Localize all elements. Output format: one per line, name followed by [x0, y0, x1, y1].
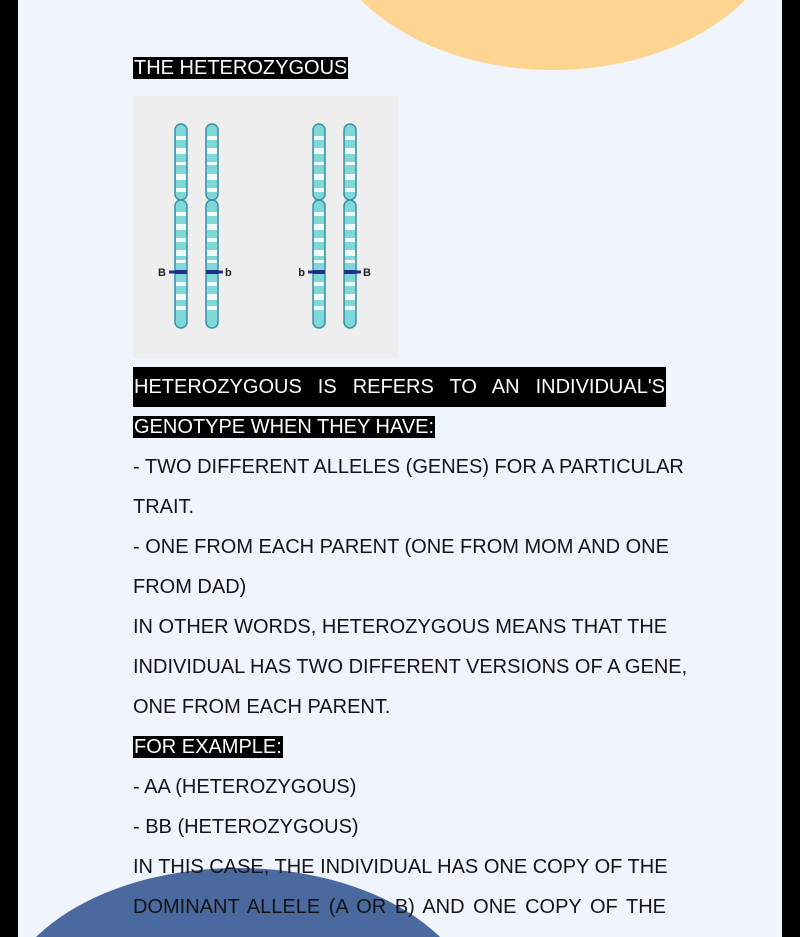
chromosome	[313, 124, 325, 328]
example-heading-text: FOR EXAMPLE:	[134, 736, 282, 758]
chromosome-pair-1	[158, 124, 232, 328]
definition-line: HETEROZYGOUS IS REFERS TO AN INDIVIDUAL'S	[133, 367, 666, 407]
paragraph-line: ONE FROM EACH PARENT.	[133, 696, 391, 718]
example-item: - AA (HETEROZYGOUS)	[133, 776, 357, 798]
decorative-circle-top	[318, 0, 782, 70]
paragraph-line: INDIVIDUAL HAS TWO DIFFERENT VERSIONS OF A GENE,	[133, 656, 688, 678]
example-heading	[133, 727, 666, 767]
chromosome	[344, 124, 356, 328]
paragraph-line: DOMINANT ALLELE (A OR B) AND ONE COPY OF THE	[133, 896, 666, 918]
page-title	[133, 54, 348, 82]
bullet-line: TRAIT.	[133, 496, 195, 518]
chromosome	[175, 124, 187, 328]
bullet-line: - TWO DIFFERENT ALLELES (GENES) FOR A PARTICULAR	[133, 456, 684, 478]
allele-label: b	[225, 267, 232, 279]
bullet-line: FROM DAD)	[133, 576, 247, 598]
example-item: - BB (HETEROZYGOUS)	[133, 816, 359, 838]
chromosome	[206, 124, 218, 328]
allele-label: B	[363, 267, 371, 279]
definition-line	[133, 407, 666, 447]
body-text	[133, 367, 688, 927]
title-text: THE HETEROZYGOUS	[134, 57, 348, 79]
chromosome-figure	[133, 96, 398, 358]
paragraph-line: IN OTHER WORDS, HETEROZYGOUS MEANS THAT THE	[133, 616, 668, 638]
document-page	[18, 0, 782, 937]
chromosome-pair-2	[298, 124, 371, 328]
paragraph-line: IN THIS CASE, THE INDIVIDUAL HAS ONE COPY OF THE	[133, 856, 668, 878]
allele-label: b	[298, 267, 305, 279]
allele-label: B	[158, 267, 166, 279]
bullet-line: - ONE FROM EACH PARENT (ONE FROM MOM AND ONE	[133, 536, 669, 558]
definition-line-text: GENOTYPE WHEN THEY HAVE:	[134, 416, 435, 438]
chromosome-diagram	[133, 96, 398, 358]
